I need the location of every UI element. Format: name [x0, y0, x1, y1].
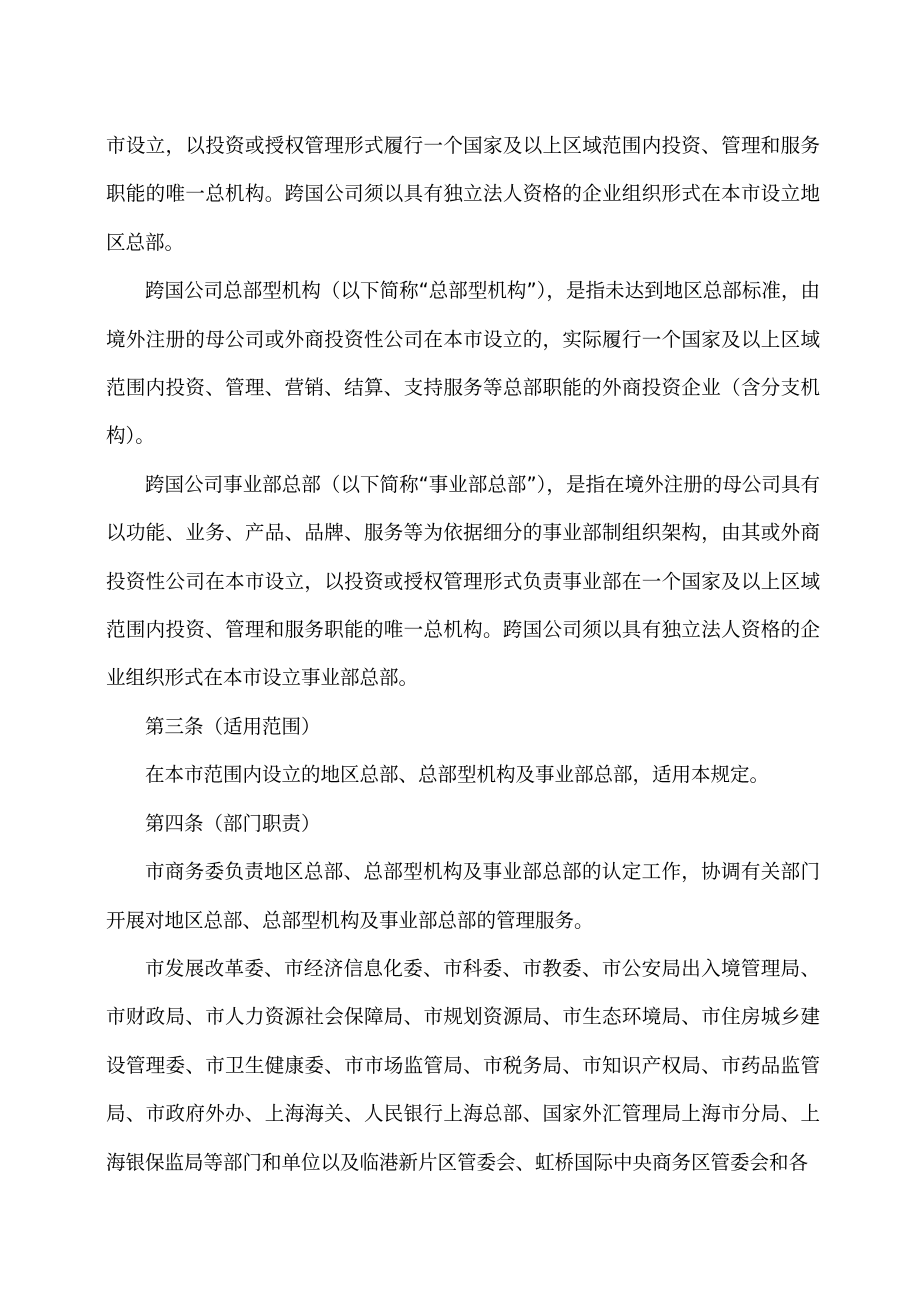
paragraph-3: 跨国公司事业部总部（以下简称“事业部总部”），是指在境外注册的母公司具有以功能、业务、产品、品牌、服务等为依据细分的事业部制组织架构，由其或外商投资性公司在本市设立，以投资或授权管理形式负责事业部在一个国家及以上区域范围内投资、管理和服务职能的唯一总机构。跨国公司须以具有独立法人资格的企业组织形式在本市设立事业部总部。	[106, 472, 820, 690]
paragraph-1: 市设立，以投资或授权管理形式履行一个国家及以上区域范围内投资、管理和服务职能的唯一总机构。跨国公司须以具有独立法人资格的企业组织形式在本市设立地区总部。	[106, 134, 820, 254]
paragraph-2: 跨国公司总部型机构（以下简称“总部型机构”），是指未达到地区总部标准，由境外注册的母公司或外商投资性公司在本市设立的，实际履行一个国家及以上区域范围内投资、管理、营销、结算、支持服务等总部职能的外商投资企业（含分支机构）。	[106, 279, 820, 448]
paragraph-5: 在本市范围内设立的地区总部、总部型机构及事业部总部，适用本规定。	[145, 763, 770, 787]
article-4-heading: 第四条（部门职责）	[145, 811, 321, 835]
paragraph-7: 市商务委负责地区总部、总部型机构及事业部总部的认定工作，协调有关部门开展对地区总部、总部型机构及事业部总部的管理服务。	[106, 860, 820, 932]
article-3-heading: 第三条（适用范围）	[145, 714, 321, 738]
paragraph-8: 市发展改革委、市经济信息化委、市科委、市教委、市公安局出入境管理局、市财政局、市人力资源社会保障局、市规划资源局、市生态环境局、市住房城乡建设管理委、市卫生健康委、市市场监管局、市税务局、市知识产权局、市药品监管局、市政府外办、上海海关、人民银行上海总部、国家外汇管理局上海市分局、上海银保监局等部门和单位以及临港新片区管委会、虹桥国际中央商务区管委会和各	[106, 956, 820, 1174]
document-page	[106, 122, 820, 1187]
